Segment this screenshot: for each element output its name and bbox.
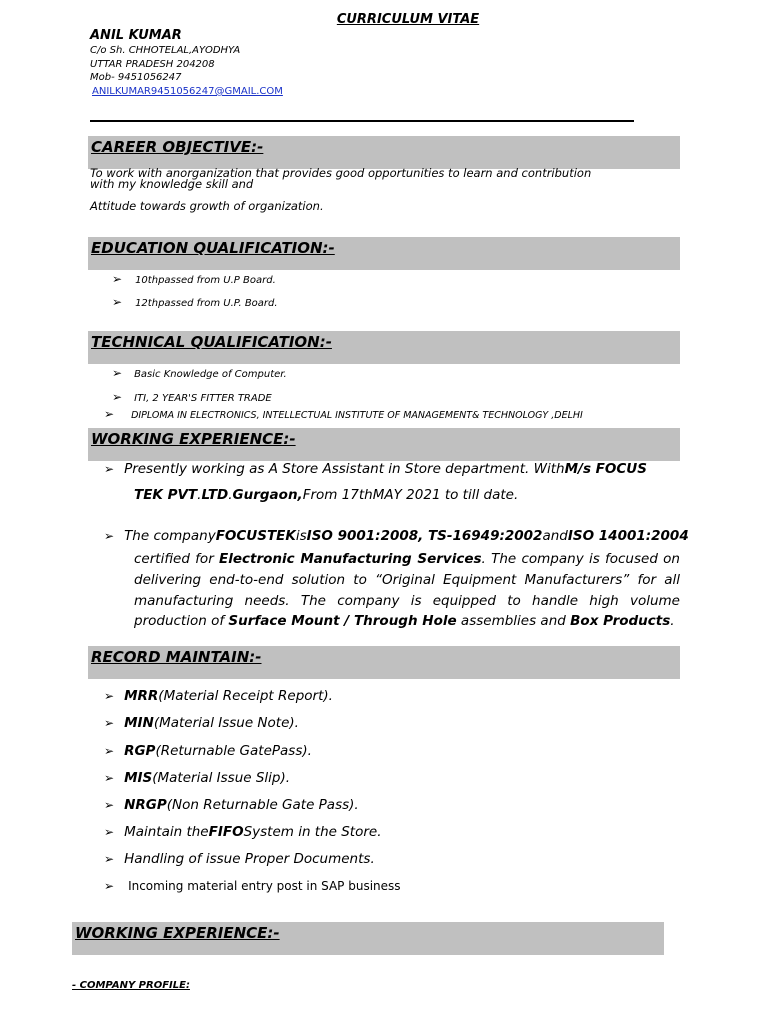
address-line-1: C/o Sh. CHHOTELAL,AYODHYA: [90, 45, 241, 56]
bullet-arrow-icon: ➢: [104, 798, 115, 812]
bullet-arrow-icon: ➢: [112, 295, 123, 309]
technical-item: ➢ DIPLOMA IN ELECTRONICS, INTELLECTUAL INSTITUTE OF MANAGEMENT& TECHNOLOGY ,DELHI: [104, 407, 583, 421]
working-experience-heading: WORKING EXPERIENCE:-: [91, 430, 296, 448]
education-heading: EDUCATION QUALIFICATION:-: [91, 239, 335, 257]
record-item: ➢ RGP (Returnable GatePass).: [104, 743, 312, 759]
bullet-arrow-icon: ➢: [104, 744, 115, 758]
record-maintain-band: [88, 646, 680, 679]
career-objective-heading: CAREER OBJECTIVE:-: [91, 138, 264, 156]
candidate-name: ANIL KUMAR: [90, 28, 182, 43]
bullet-arrow-icon: ➢: [104, 852, 115, 866]
bullet-arrow-icon: ➢: [104, 771, 115, 785]
bullet-arrow-icon: ➢: [104, 825, 115, 839]
record-item: ➢ MIS (Material Issue Slip).: [104, 770, 291, 786]
record-maintain-heading: RECORD MAINTAIN:-: [91, 648, 262, 666]
technical-item: ➢ ITI, 2 YEAR'S FITTER TRADE: [112, 390, 272, 404]
experience-paragraph-1: ➢ Presently working as A Store Assistant in Store department. With M/s FOCUS: [104, 461, 647, 477]
education-band: [88, 237, 680, 270]
document-title: CURRICULUM VITAE: [336, 12, 480, 27]
experience-paragraph-1-cont: TEK PVT . LTD . Gurgaon, From 17 th MAY 2021 to till date.: [134, 487, 519, 503]
experience-paragraph-2: ➢ The company FOCUSTEK is ISO 9001:2008, TS-16949:2002 and ISO 14001:2004: [104, 528, 689, 544]
bullet-arrow-icon: ➢: [104, 879, 115, 893]
education-item: ➢ 10 th passed from U.P Board.: [112, 272, 276, 286]
bullet-arrow-icon: ➢: [104, 689, 115, 703]
objective-line-3: Attitude towards growth of organization.: [90, 199, 324, 213]
experience-paragraph-2-body: certified for Electronic Manufacturing Services. The company is focused on delivering end-to-end solution to “Original Equipment Manufacturers” for all manufacturing needs. The company is equipped to handle high volume production of Surface Mount / Through Hole assemblies and Box Products.: [134, 551, 680, 630]
education-item: ➢ 12 th passed from U.P. Board.: [112, 295, 278, 309]
technical-band: [88, 331, 680, 364]
technical-heading: TECHNICAL QUALIFICATION:-: [91, 333, 332, 351]
record-item: ➢ MIN (Material Issue Note).: [104, 715, 299, 731]
objective-line-1: To work with anorganization that provides good opportunities to learn and contribution: [90, 166, 592, 180]
technical-item: ➢ Basic Knowledge of Computer.: [112, 366, 287, 380]
bullet-arrow-icon: ➢: [104, 529, 115, 543]
working-experience-band: [88, 428, 680, 461]
career-objective-band: [88, 136, 680, 169]
company-profile-label: - COMPANY PROFILE:: [72, 980, 190, 991]
record-item: ➢ MRR (Material Receipt Report).: [104, 688, 333, 704]
record-item: ➢ Incoming material entry post in SAP business: [104, 879, 401, 893]
working-experience-2-heading: WORKING EXPERIENCE:-: [75, 924, 280, 942]
header-divider: [90, 120, 634, 122]
bullet-arrow-icon: ➢: [104, 407, 115, 421]
bullet-arrow-icon: ➢: [112, 272, 123, 286]
working-experience-2-band: [72, 922, 664, 955]
bullet-arrow-icon: ➢: [104, 462, 115, 476]
mobile-number: Mob- 9451056247: [90, 72, 182, 83]
bullet-arrow-icon: ➢: [112, 366, 123, 380]
bullet-arrow-icon: ➢: [104, 716, 115, 730]
address-line-2: UTTAR PRADESH 204208: [90, 59, 215, 70]
record-item: ➢ Handling of issue Proper Documents.: [104, 851, 375, 867]
objective-line-2: with my knowledge skill and: [90, 177, 254, 191]
email-link[interactable]: ANILKUMAR9451056247@GMAIL.COM: [92, 86, 283, 97]
record-item: ➢ Maintain the FIFO System in the Store.: [104, 824, 382, 840]
bullet-arrow-icon: ➢: [112, 390, 123, 404]
record-item: ➢ NRGP (Non Returnable Gate Pass).: [104, 797, 359, 813]
